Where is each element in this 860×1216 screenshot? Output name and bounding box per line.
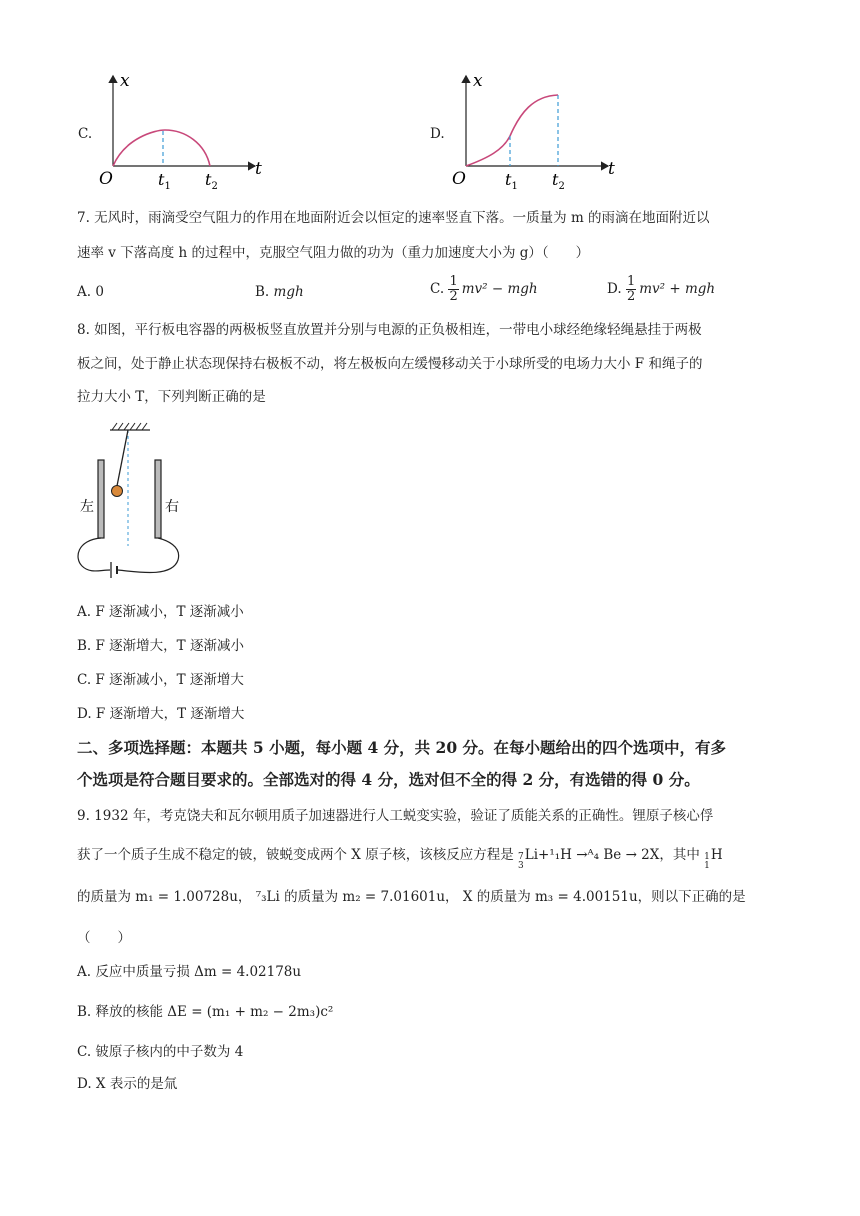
ceiling-hatch [112, 423, 147, 430]
graph-c-label: C. [78, 126, 93, 142]
right-label: 右 [165, 499, 179, 515]
left-label: 左 [80, 499, 94, 515]
string [117, 430, 128, 486]
q8-option-c: C. F 逐渐减小，T 逐渐增大 [77, 672, 244, 688]
graph-c-t1: $t_1$ [158, 170, 171, 192]
li-nuclide: 7 3 [518, 852, 524, 871]
graph-c-origin: O [99, 169, 113, 189]
q7-line-1: 7. 无风时，雨滴受空气阻力的作用在地面附近会以恒定的速率竖直下落。一质量为 m 的雨滴在地面附近以 [77, 210, 710, 226]
q8-option-b: B. F 逐渐增大，T 逐渐减小 [77, 638, 244, 654]
graph-c-x-label: t [255, 159, 262, 179]
q8-line-3: 拉力大小 T，下列判断正确的是 [77, 389, 266, 405]
graph-d-origin: O [452, 169, 466, 189]
graph-d-y-label: x [473, 71, 483, 91]
graph-d-t1: $t_1$ [505, 170, 518, 192]
graph-d-x-label: t [608, 159, 615, 179]
charged-ball [112, 486, 123, 497]
graph-c [95, 68, 275, 193]
graph-d [448, 68, 628, 193]
q7-line-2: 速率 v 下落高度 h 的过程中，克服空气阻力做的功为（重力加速度大小为 g）（ ） [77, 245, 590, 261]
q8-option-a: A. F 逐渐减小，T 逐渐减小 [77, 604, 244, 620]
wire [78, 538, 179, 573]
h-nuclide: 1 1 [704, 852, 710, 871]
right-plate [155, 460, 161, 538]
q9-option-b: B. 释放的核能 ΔE = (m₁ + m₂ − 2m₃)c² [77, 1004, 334, 1020]
q7-option-b: B. mgh [255, 284, 304, 300]
graph-c-t2: $t_2$ [205, 170, 218, 192]
graph-d-label: D. [430, 126, 445, 142]
q9-option-d: D. X 表示的是氚 [77, 1076, 178, 1092]
q8-line-1: 8. 如图，平行板电容器的两极板竖直放置并分别与电源的正负极相连，一带电小球经绝缘轻绳悬挂于两极 [77, 322, 702, 338]
section-2-line-1: 二、多项选择题：本题共 5 小题，每小题 4 分，共 20 分。在每小题给出的四个选项中，有多 [77, 738, 727, 757]
graph-c-curve [113, 130, 210, 166]
section-2-line-2: 个选项是符合题目要求的。全部选对的得 4 分，选对但不全的得 2 分，有选错的得 0 分。 [77, 770, 700, 789]
capacitor-diagram [72, 418, 192, 588]
q7-option-d-fraction: $\frac{1}{2}$ [626, 274, 636, 304]
q7-option-a: A. 0 [77, 284, 104, 300]
left-plate [98, 460, 104, 538]
q9-line-2: 获了一个质子生成不稳定的铍，铍蜕变成两个 X 原子核，该核反应方程是 7 3 Li+¹₁H →ᴬ₄ Be → 2X，其中 1 1 H [77, 847, 723, 871]
q9-line-1: 9. 1932 年，考克饶夫和瓦尔顿用质子加速器进行人工蜕变实验，验证了质能关系的正确性。锂原子核心俘 [77, 808, 714, 824]
q7-option-c: C. $\frac{1}{2}$ mv² − mgh [430, 274, 538, 304]
q7-option-d: D. $\frac{1}{2}$ mv² + mgh [607, 274, 716, 304]
q9-option-c: C. 铍原子核内的中子数为 4 [77, 1044, 244, 1060]
graph-c-y-label: x [120, 71, 130, 91]
q9-line-4: （ ） [77, 930, 131, 946]
q7-option-c-fraction: $\frac{1}{2}$ [449, 274, 458, 304]
graph-d-t2: $t_2$ [552, 170, 565, 192]
graph-d-curve [466, 95, 558, 166]
q8-option-d: D. F 逐渐增大，T 逐渐增大 [77, 706, 245, 722]
q9-line-3: 的质量为 m₁ = 1.00728u， ⁷₃Li 的质量为 m₂ = 7.01601u， X 的质量为 m₃ = 4.00151u，则以下正确的是 [77, 889, 746, 905]
q8-line-2: 板之间，处于静止状态现保持右极板不动，将左极板向左缓慢移动关于小球所受的电场力大小 F 和绳子的 [77, 356, 703, 372]
q9-option-a: A. 反应中质量亏损 Δm = 4.02178u [77, 964, 302, 980]
